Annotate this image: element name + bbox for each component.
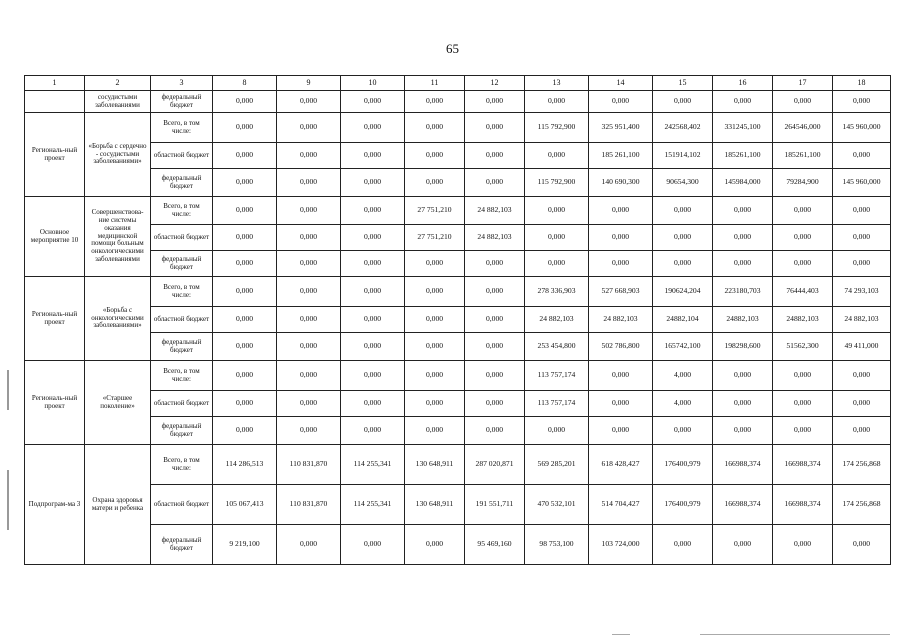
value-cell: 98 753,100 [525, 525, 589, 565]
value-cell: 0,000 [213, 391, 277, 417]
program-name-cell: Охрана здоровья матери и ребенка [85, 445, 151, 565]
value-cell: 0,000 [213, 197, 277, 225]
value-cell: 0,000 [213, 251, 277, 277]
value-cell: 0,000 [341, 91, 405, 113]
value-cell: 0,000 [277, 417, 341, 445]
value-cell: 114 255,341 [341, 445, 405, 485]
value-cell: 0,000 [405, 277, 465, 307]
funding-source-cell: Всего, в том числе: [151, 113, 213, 143]
funding-source-cell: федеральный бюджет [151, 169, 213, 197]
value-cell: 0,000 [341, 197, 405, 225]
value-cell: 0,000 [833, 91, 891, 113]
value-cell: 140 690,300 [589, 169, 653, 197]
header-cell: 1 [25, 76, 85, 91]
value-cell: 24882,103 [773, 307, 833, 333]
value-cell: 95 469,160 [465, 525, 525, 565]
value-cell: 9 219,100 [213, 525, 277, 565]
value-cell: 49 411,000 [833, 333, 891, 361]
value-cell: 130 648,911 [405, 485, 465, 525]
header-cell: 9 [277, 76, 341, 91]
value-cell: 0,000 [213, 361, 277, 391]
value-cell: 253 454,800 [525, 333, 589, 361]
value-cell: 0,000 [773, 91, 833, 113]
value-cell: 0,000 [833, 143, 891, 169]
value-cell: 0,000 [277, 525, 341, 565]
value-cell: 76444,403 [773, 277, 833, 307]
value-cell: 0,000 [405, 113, 465, 143]
value-cell: 0,000 [213, 113, 277, 143]
value-cell: 176400,979 [653, 485, 713, 525]
value-cell: 145 960,000 [833, 169, 891, 197]
value-cell: 0,000 [277, 307, 341, 333]
value-cell: 24 882,103 [833, 307, 891, 333]
value-cell: 198298,600 [713, 333, 773, 361]
program-type-cell: Региональ-ный проект [25, 277, 85, 361]
program-type-cell: Региональ-ный проект [25, 113, 85, 197]
value-cell: 0,000 [277, 91, 341, 113]
value-cell: 166988,374 [773, 445, 833, 485]
value-cell: 0,000 [713, 197, 773, 225]
funding-source-cell: областной бюджет [151, 143, 213, 169]
value-cell: 0,000 [405, 361, 465, 391]
funding-source-cell: Всего, в том числе: [151, 197, 213, 225]
table-row [25, 225, 891, 251]
value-cell: 0,000 [465, 277, 525, 307]
value-cell: 0,000 [653, 197, 713, 225]
value-cell: 24 882,103 [525, 307, 589, 333]
value-cell: 0,000 [465, 361, 525, 391]
value-cell: 166988,374 [713, 485, 773, 525]
value-cell: 0,000 [277, 277, 341, 307]
header-cell: 16 [713, 76, 773, 91]
value-cell: 0,000 [525, 225, 589, 251]
value-cell: 0,000 [525, 251, 589, 277]
funding-source-cell: областной бюджет [151, 225, 213, 251]
value-cell: 105 067,413 [213, 485, 277, 525]
value-cell: 165742,100 [653, 333, 713, 361]
value-cell: 0,000 [653, 251, 713, 277]
header-cell: 3 [151, 76, 213, 91]
value-cell: 0,000 [405, 417, 465, 445]
table-row [25, 485, 891, 525]
value-cell: 0,000 [405, 251, 465, 277]
value-cell: 113 757,174 [525, 361, 589, 391]
value-cell: 0,000 [833, 391, 891, 417]
value-cell: 0,000 [525, 417, 589, 445]
value-cell: 0,000 [277, 197, 341, 225]
value-cell: 0,000 [589, 251, 653, 277]
value-cell: 24 882,103 [465, 197, 525, 225]
program-name-cell: «Старшее поколение» [85, 361, 151, 445]
value-cell: 0,000 [405, 307, 465, 333]
value-cell: 0,000 [589, 197, 653, 225]
value-cell: 0,000 [465, 307, 525, 333]
table-row [25, 307, 891, 333]
funding-source-cell: федеральный бюджет [151, 333, 213, 361]
funding-source-cell: федеральный бюджет [151, 251, 213, 277]
table-row [25, 91, 891, 113]
value-cell: 51562,300 [773, 333, 833, 361]
value-cell: 151914,102 [653, 143, 713, 169]
value-cell: 514 704,427 [589, 485, 653, 525]
header-row [25, 76, 891, 91]
header-cell: 15 [653, 76, 713, 91]
budget-table [24, 75, 891, 565]
value-cell: 0,000 [589, 361, 653, 391]
value-cell: 0,000 [465, 113, 525, 143]
value-cell: 90654,300 [653, 169, 713, 197]
value-cell: 0,000 [405, 91, 465, 113]
value-cell: 4,000 [653, 391, 713, 417]
table-row [25, 333, 891, 361]
value-cell: 0,000 [653, 417, 713, 445]
funding-source-cell: Всего, в том числе: [151, 277, 213, 307]
value-cell: 0,000 [405, 333, 465, 361]
value-cell: 0,000 [341, 143, 405, 169]
value-cell: 0,000 [833, 525, 891, 565]
value-cell: 185261,100 [713, 143, 773, 169]
scan-artifact [612, 634, 630, 635]
value-cell: 470 532,101 [525, 485, 589, 525]
value-cell: 0,000 [589, 391, 653, 417]
table-row [25, 445, 891, 485]
value-cell: 0,000 [213, 277, 277, 307]
program-name-cell: «Борьба с онкологическими заболеваниями» [85, 277, 151, 361]
value-cell: 278 336,903 [525, 277, 589, 307]
funding-source-cell: Всего, в том числе: [151, 445, 213, 485]
program-type-cell: Региональ-ный проект [25, 361, 85, 445]
value-cell: 145 960,000 [833, 113, 891, 143]
program-type-cell: Основное мероприятие 10 [25, 197, 85, 277]
value-cell: 0,000 [405, 169, 465, 197]
value-cell: 0,000 [341, 113, 405, 143]
value-cell: 79284,900 [773, 169, 833, 197]
value-cell: 0,000 [653, 525, 713, 565]
table-row [25, 525, 891, 565]
value-cell: 0,000 [341, 169, 405, 197]
value-cell: 0,000 [213, 225, 277, 251]
value-cell: 0,000 [277, 169, 341, 197]
value-cell: 0,000 [833, 197, 891, 225]
value-cell: 176400,979 [653, 445, 713, 485]
value-cell: 0,000 [341, 277, 405, 307]
value-cell: 27 751,210 [405, 225, 465, 251]
table-row [25, 391, 891, 417]
header-cell: 12 [465, 76, 525, 91]
table-row [25, 143, 891, 169]
table-row [25, 251, 891, 277]
value-cell: 0,000 [213, 417, 277, 445]
value-cell: 191 551,711 [465, 485, 525, 525]
scan-artifact [700, 634, 890, 635]
program-name-cell: сосудистыми заболеваниями [85, 91, 151, 113]
value-cell: 190624,204 [653, 277, 713, 307]
value-cell: 569 285,201 [525, 445, 589, 485]
value-cell: 0,000 [341, 525, 405, 565]
table-row [25, 277, 891, 307]
value-cell: 0,000 [465, 143, 525, 169]
value-cell: 0,000 [833, 417, 891, 445]
value-cell: 0,000 [713, 91, 773, 113]
value-cell: 0,000 [465, 91, 525, 113]
header-cell: 11 [405, 76, 465, 91]
value-cell: 114 255,341 [341, 485, 405, 525]
value-cell: 115 792,900 [525, 113, 589, 143]
value-cell: 4,000 [653, 361, 713, 391]
value-cell: 618 428,427 [589, 445, 653, 485]
value-cell: 0,000 [773, 225, 833, 251]
value-cell: 24882,104 [653, 307, 713, 333]
value-cell: 331245,100 [713, 113, 773, 143]
value-cell: 130 648,911 [405, 445, 465, 485]
value-cell: 0,000 [341, 391, 405, 417]
value-cell: 166988,374 [713, 445, 773, 485]
value-cell: 0,000 [773, 251, 833, 277]
header-cell: 8 [213, 76, 277, 91]
value-cell: 115 792,900 [525, 169, 589, 197]
value-cell: 174 256,868 [833, 445, 891, 485]
value-cell: 0,000 [277, 251, 341, 277]
value-cell: 24 882,103 [589, 307, 653, 333]
value-cell: 325 951,400 [589, 113, 653, 143]
value-cell: 27 751,210 [405, 197, 465, 225]
value-cell: 287 020,871 [465, 445, 525, 485]
value-cell: 0,000 [341, 333, 405, 361]
value-cell: 110 831,870 [277, 485, 341, 525]
program-type-cell: Подпрограм-ма 3 [25, 445, 85, 565]
funding-source-cell: федеральный бюджет [151, 417, 213, 445]
value-cell: 0,000 [277, 143, 341, 169]
program-name-cell: «Борьба с сердечно - сосудистыми заболеваниями» [85, 113, 151, 197]
scan-margin-mark [7, 370, 9, 410]
value-cell: 114 286,513 [213, 445, 277, 485]
value-cell: 0,000 [773, 525, 833, 565]
value-cell: 0,000 [341, 417, 405, 445]
program-name-cell: Совершенствова-ние системы оказания медицинской помощи больным онкологическими заболеваниями [85, 197, 151, 277]
value-cell: 74 293,103 [833, 277, 891, 307]
header-cell: 13 [525, 76, 589, 91]
value-cell: 527 668,903 [589, 277, 653, 307]
header-cell: 17 [773, 76, 833, 91]
value-cell: 0,000 [277, 391, 341, 417]
table-row [25, 417, 891, 445]
funding-source-cell: областной бюджет [151, 307, 213, 333]
table-row [25, 113, 891, 143]
value-cell: 0,000 [465, 169, 525, 197]
value-cell: 0,000 [465, 391, 525, 417]
value-cell: 0,000 [653, 225, 713, 251]
page-number: 65 [446, 41, 459, 56]
program-type-cell [25, 91, 85, 113]
funding-source-cell: федеральный бюджет [151, 525, 213, 565]
funding-source-cell: Всего, в том числе: [151, 361, 213, 391]
value-cell: 0,000 [277, 361, 341, 391]
value-cell: 0,000 [213, 143, 277, 169]
value-cell: 0,000 [341, 361, 405, 391]
value-cell: 0,000 [773, 361, 833, 391]
value-cell: 502 786,800 [589, 333, 653, 361]
value-cell: 24 882,103 [465, 225, 525, 251]
table-row [25, 169, 891, 197]
table-row [25, 197, 891, 225]
value-cell: 0,000 [589, 225, 653, 251]
value-cell: 0,000 [525, 91, 589, 113]
value-cell: 0,000 [465, 333, 525, 361]
value-cell: 0,000 [713, 251, 773, 277]
header-cell: 10 [341, 76, 405, 91]
value-cell: 0,000 [213, 169, 277, 197]
value-cell: 103 724,000 [589, 525, 653, 565]
value-cell: 174 256,868 [833, 485, 891, 525]
value-cell: 0,000 [213, 307, 277, 333]
value-cell: 0,000 [773, 197, 833, 225]
value-cell: 0,000 [341, 251, 405, 277]
table-row [25, 361, 891, 391]
header-cell: 2 [85, 76, 151, 91]
value-cell: 113 757,174 [525, 391, 589, 417]
header-cell: 14 [589, 76, 653, 91]
value-cell: 0,000 [713, 525, 773, 565]
value-cell: 0,000 [773, 391, 833, 417]
value-cell: 0,000 [405, 143, 465, 169]
value-cell: 0,000 [405, 391, 465, 417]
value-cell: 0,000 [833, 361, 891, 391]
value-cell: 0,000 [465, 251, 525, 277]
value-cell: 0,000 [713, 225, 773, 251]
value-cell: 0,000 [713, 391, 773, 417]
value-cell: 0,000 [589, 417, 653, 445]
funding-source-cell: областной бюджет [151, 391, 213, 417]
value-cell: 0,000 [277, 225, 341, 251]
value-cell: 166988,374 [773, 485, 833, 525]
header-cell: 18 [833, 76, 891, 91]
funding-source-cell: федеральный бюджет [151, 91, 213, 113]
value-cell: 242568,402 [653, 113, 713, 143]
value-cell: 145984,000 [713, 169, 773, 197]
value-cell: 0,000 [653, 91, 713, 113]
value-cell: 264546,000 [773, 113, 833, 143]
value-cell: 0,000 [405, 525, 465, 565]
value-cell: 0,000 [213, 333, 277, 361]
value-cell: 0,000 [525, 197, 589, 225]
value-cell: 0,000 [277, 333, 341, 361]
value-cell: 0,000 [713, 361, 773, 391]
value-cell: 223180,703 [713, 277, 773, 307]
value-cell: 110 831,870 [277, 445, 341, 485]
value-cell: 0,000 [465, 417, 525, 445]
value-cell: 0,000 [833, 251, 891, 277]
value-cell: 0,000 [277, 113, 341, 143]
value-cell: 0,000 [833, 225, 891, 251]
value-cell: 24882,103 [713, 307, 773, 333]
value-cell: 0,000 [713, 417, 773, 445]
value-cell: 185 261,100 [589, 143, 653, 169]
value-cell: 0,000 [213, 91, 277, 113]
value-cell: 185261,100 [773, 143, 833, 169]
value-cell: 0,000 [525, 143, 589, 169]
value-cell: 0,000 [589, 91, 653, 113]
funding-source-cell: областной бюджет [151, 485, 213, 525]
value-cell: 0,000 [341, 225, 405, 251]
value-cell: 0,000 [773, 417, 833, 445]
scan-margin-mark [7, 470, 9, 530]
value-cell: 0,000 [341, 307, 405, 333]
